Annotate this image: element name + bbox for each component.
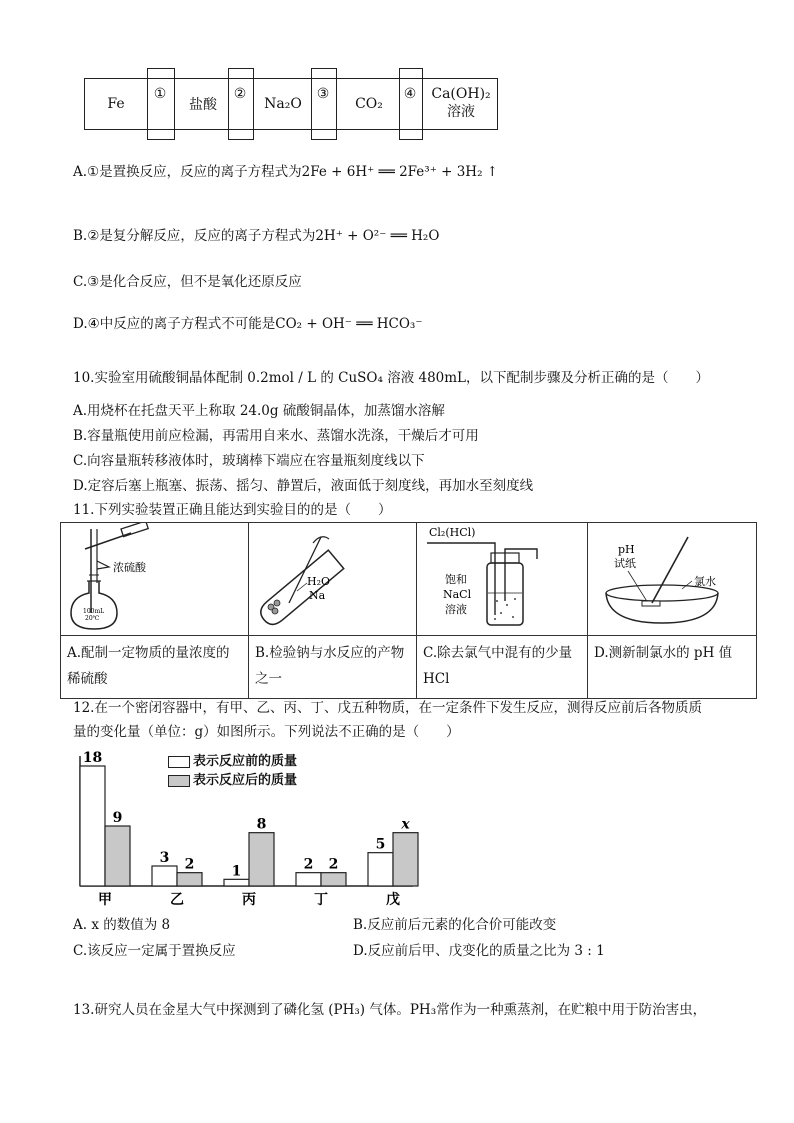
q9-option-a-text: A.①是置换反应，反应的离子方程式为: [73, 164, 302, 180]
q11-caption-a: A.配制一定物质的量浓度的稀硫酸: [61, 636, 249, 699]
bar-label-after-0: 9: [112, 810, 123, 826]
bar-before-4: [368, 853, 393, 886]
q12-option-d: D.反应前后甲、戊变化的质量之比为 3 : 1: [353, 943, 605, 959]
q12-option-c: C.该反应一定属于置换反应: [73, 943, 236, 959]
q9-option-a: [73, 162, 498, 182]
bar-before-2: [224, 879, 249, 886]
label-ph: pH: [618, 543, 635, 556]
q11-stem: 11.下列实验装置正确且能达到实验目的的是（ ）: [73, 502, 392, 518]
q10-option-c: C.向容量瓶转移液体时，玻璃棒下端应在容量瓶刻度线以下: [73, 453, 425, 469]
bar-after-1: [177, 873, 202, 886]
category-label-1: 乙: [170, 892, 184, 908]
bar-label-before-4: 5: [375, 836, 386, 853]
bar-after-3: [321, 873, 346, 886]
label-saturated: 饱和: [445, 573, 467, 586]
q13-stem: 13.研究人员在金星大气中探测到了磷化氢 (PH₃) 气体。PH₃常作为一种熏蒸剂，在贮粮中用于防治害虫，: [73, 1002, 707, 1018]
q9-option-c: C.③是化合反应，但不是氧化还原反应: [73, 274, 302, 290]
chain-caoh2-solution: 溶液: [447, 104, 475, 120]
legend-before: [168, 750, 297, 769]
q12-option-a: A. x 的数值为 8: [73, 917, 171, 933]
chart-legend: [168, 750, 297, 788]
q10-option-a: A.用烧杯在托盘天平上称取 24.0g 硫酸铜晶体，加蒸馏水溶解: [73, 403, 445, 419]
bar-label-after-3: 2: [328, 856, 339, 873]
bar-label-before-3: 2: [303, 856, 314, 873]
reaction-chain-diagram: [84, 78, 498, 130]
q9-option-a-equation: 2Fe + 6H⁺ ══ 2Fe³⁺ + 3H₂ ↑: [301, 164, 499, 180]
legend-after-swatch: [168, 775, 190, 787]
bar-after-4: [393, 833, 418, 886]
category-label-0: 甲: [98, 892, 112, 908]
label-water: H₂O: [307, 575, 331, 588]
category-label-4: 戊: [386, 892, 400, 908]
bar-after-0: [105, 826, 130, 886]
label-flask-temp: 20℃: [85, 615, 100, 622]
chain-cell-na2o: Na₂O: [264, 96, 302, 112]
legend-before-swatch: [168, 756, 190, 768]
bar-label-after-1: 2: [184, 856, 195, 873]
chain-cell-hcl: 盐酸: [189, 97, 217, 113]
bar-before-1: [152, 866, 177, 886]
q12-stem-line1: 12.在一个密闭容器中，有甲、乙、丙、丁、戊五种物质，在一定条件下发生反应，测得反应前后各物质质: [73, 700, 702, 716]
marker-1: ①: [153, 86, 167, 102]
chain-connector-1: [147, 68, 175, 140]
mass-change-bar-chart: [68, 748, 428, 913]
q10-option-b: B.容量瓶使用前应检漏，再需用自来水、蒸馏水洗涤，干燥后才可用: [73, 428, 479, 444]
bar-label-after-2: 8: [256, 816, 267, 833]
bar-before-3: [296, 873, 321, 886]
label-sodium: Na: [309, 589, 326, 602]
label-conc-sulfuric: 浓硫酸: [113, 561, 146, 574]
label-chlorine-water: 氯水: [694, 575, 716, 588]
q12-stem-line2: 量的变化量（单位：g）如图所示。下列说法不正确的是（ ）: [73, 724, 460, 740]
bar-before-0: [80, 766, 105, 886]
legend-after: [168, 769, 297, 788]
legend-after-label: 表示反应后的质量: [193, 773, 298, 788]
ph-paper-figure: [588, 523, 756, 631]
chain-caoh2-formula: Ca(OH)₂: [431, 86, 491, 102]
category-label-2: 丙: [242, 892, 256, 908]
q9-option-d-equation: CO₂ + OH⁻ ══ HCO₃⁻: [275, 316, 423, 332]
test-tube-figure: [249, 523, 416, 631]
bar-label-before-2: 1: [231, 863, 242, 880]
q10-stem: 10.实验室用硫酸铜晶体配制 0.2mol / L 的 CuSO₄ 溶液 480mL，以下配制步骤及分析正确的是（ ）: [73, 370, 710, 386]
label-nacl: NaCl: [443, 588, 472, 601]
label-solution: 溶液: [445, 603, 467, 616]
legend-before-label: 表示反应前的质量: [193, 754, 298, 769]
q11-caption-b: B.检验钠与水反应的产物之一: [249, 636, 417, 699]
bar-after-2: [249, 833, 274, 886]
q11-figure-b: [249, 523, 417, 636]
q11-caption-c: C.除去氯气中混有的少量 HCl: [417, 636, 588, 699]
q11-caption-d: D.测新制氯水的 pH 值: [588, 636, 757, 699]
chain-connector-4: [399, 68, 423, 140]
bar-label-before-0: 18: [82, 750, 103, 766]
label-test-paper: 试纸: [614, 557, 636, 570]
bar-label-after-4: x: [401, 816, 410, 833]
q12-option-b: B.反应前后元素的化合价可能改变: [353, 917, 557, 933]
q9-option-b: [73, 226, 439, 246]
volumetric-flask-figure: [61, 523, 248, 631]
label-cl2-hcl: Cl₂(HCl): [429, 526, 476, 539]
marker-3: ③: [316, 86, 330, 102]
q9-option-b-equation: 2H⁺ + O²⁻ ══ H₂O: [315, 228, 440, 244]
q11-figure-d: [588, 523, 757, 636]
gas-washing-bottle-figure: [417, 523, 587, 631]
q9-option-d-text: D.④中反应的离子方程式不可能是: [73, 316, 276, 332]
q10-option-d: D.定容后塞上瓶塞、振荡、摇匀、静置后，液面低于刻度线，再加水至刻度线: [73, 478, 534, 494]
q9-option-d: [73, 314, 422, 334]
chain-cell-co2: CO₂: [355, 96, 383, 112]
chain-connector-2: [228, 68, 254, 140]
chain-connector-3: [311, 68, 337, 140]
q11-figure-c: [417, 523, 588, 636]
q11-apparatus-table: [60, 522, 757, 699]
marker-4: ④: [403, 86, 417, 102]
label-flask-volume: 100mL: [83, 608, 105, 615]
chain-cell-caoh2: [425, 85, 497, 121]
marker-2: ②: [233, 86, 247, 102]
q9-option-b-text: B.②是复分解反应，反应的离子方程式为: [73, 228, 316, 244]
q11-figure-a: [61, 523, 249, 636]
chain-cell-fe: Fe: [107, 96, 125, 112]
category-label-3: 丁: [314, 892, 328, 908]
bar-label-before-1: 3: [159, 850, 170, 866]
